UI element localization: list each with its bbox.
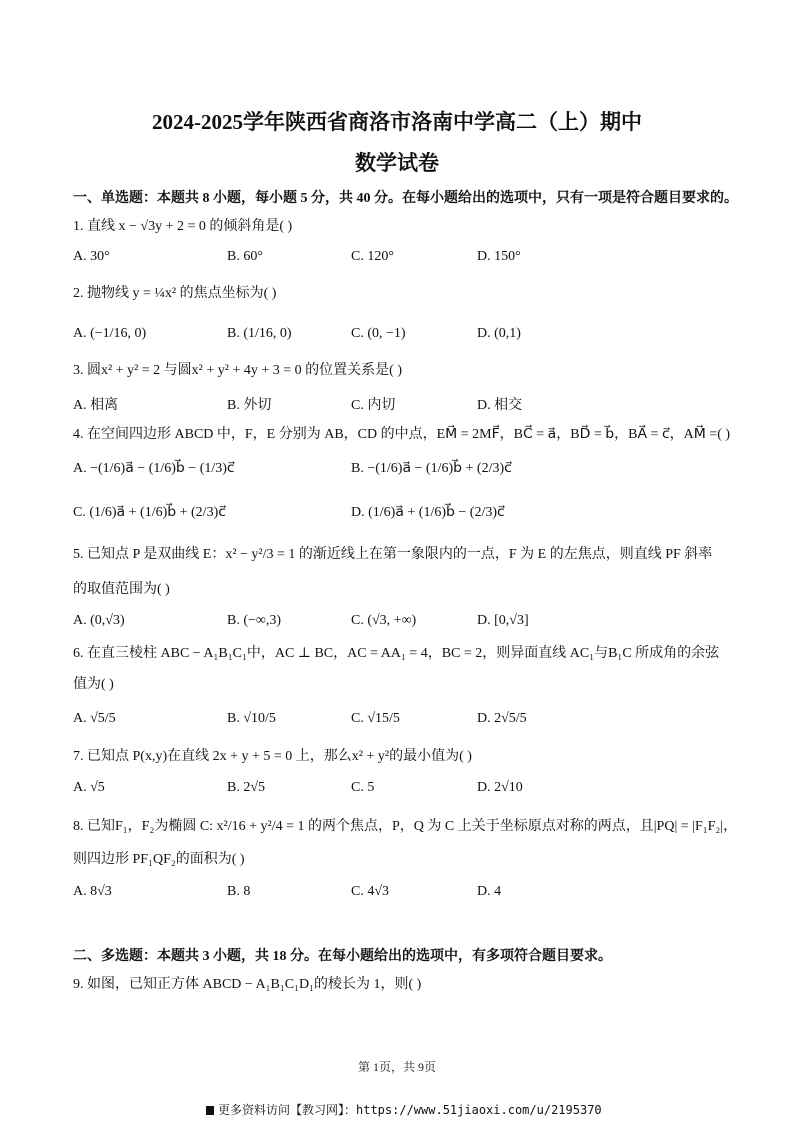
- option-c: C. (0, −1): [351, 326, 406, 341]
- option-d: D. 150°: [477, 249, 521, 264]
- option-a: A. (0,√3): [73, 613, 125, 628]
- exam-title: 2024-2025学年陕西省商洛市洛南中学高二（上）期中: [152, 110, 642, 134]
- footer-ad-link[interactable]: [206, 1101, 602, 1118]
- section-1-heading: 一、单选题：本题共 8 小题，每小题 5 分，共 40 分。在每小题给出的选项中，只有一项是符合题目要求的。: [73, 191, 738, 206]
- option-b: B. −(1/6)a⃗ − (1/6)b⃗ + (2/3)c⃗: [351, 461, 512, 476]
- option-a: A. 相离: [73, 398, 119, 413]
- question-2-stem: 2. 抛物线 y = ¼x² 的焦点坐标为( ): [73, 286, 277, 301]
- question-4-options-cd: [73, 504, 733, 526]
- question-6-stem-line2: 值为( ): [73, 677, 114, 692]
- option-a: A. 8√3: [73, 884, 112, 899]
- question-9-stem: 9. 如图，已知正方体 ABCD − A₁B₁C₁D₁的棱长为 1，则( ): [73, 977, 422, 992]
- option-c: C. 4√3: [351, 884, 390, 899]
- question-8-stem-line1: 8. 已知F₁，F₂为椭圆 C: x²/16 + y²/4 = 1 的两个焦点，P，Q 为 C 上关于坐标原点对称的两点，且|PQ| = |F₁F₂|，: [73, 819, 738, 834]
- option-b: B. 60°: [227, 249, 263, 264]
- option-c: C. 内切: [351, 398, 396, 413]
- question-1-stem: 1. 直线 x − √3y + 2 = 0 的倾斜角是( ): [73, 219, 293, 234]
- option-d: D. 2√10: [477, 780, 523, 795]
- question-8-options: [73, 884, 733, 906]
- option-b: B. (1/16, 0): [227, 326, 292, 341]
- exam-subtitle: 数学试卷: [355, 151, 439, 175]
- option-a: A. (−1/16, 0): [73, 326, 147, 341]
- option-b: B. (−∞,3): [227, 613, 282, 628]
- option-c: C. (1/6)a⃗ + (1/6)b⃗ + (2/3)c⃗: [73, 505, 226, 520]
- question-6-options: [73, 711, 733, 733]
- question-7-options: [73, 780, 733, 802]
- question-8-stem-line2: 则四边形 PF₁QF₂的面积为( ): [73, 852, 245, 867]
- question-7-stem: 7. 已知点 P(x,y)在直线 2x + y + 5 = 0 上，那么x² + y²的最小值为( ): [73, 749, 472, 764]
- option-a: A. √5/5: [73, 711, 116, 726]
- option-d: D. 相交: [477, 398, 523, 413]
- option-b: B. 外切: [227, 398, 272, 413]
- option-d: D. [0,√3]: [477, 613, 529, 628]
- question-1-options: [73, 249, 733, 271]
- question-5-stem-line2: 的取值范围为( ): [73, 582, 170, 597]
- option-c: C. 5: [351, 780, 375, 795]
- option-b: B. 2√5: [227, 780, 266, 795]
- flag-icon: [206, 1106, 214, 1115]
- page-number: 第 1页，共 9页: [357, 1060, 436, 1074]
- question-3-stem: 3. 圆x² + y² = 2 与圆x² + y² + 4y + 3 = 0 的位置关系是( ): [73, 363, 402, 378]
- option-d: D. 2√5/5: [477, 711, 527, 726]
- option-a: A. 30°: [73, 249, 110, 264]
- question-5-stem-line1: 5. 已知点 P 是双曲线 E：x² − y²/3 = 1 的渐近线上在第一象限内的一点，F 为 E 的左焦点，则直线 PF 斜率: [73, 547, 713, 562]
- question-4-stem: 4. 在空间四边形 ABCD 中，F，E 分别为 AB，CD 的中点，EM⃗ = 2MF⃗，BC⃗ = a⃗，BD⃗ = b⃗，BA⃗ = c⃗，AM⃗ =( ): [73, 427, 731, 442]
- question-2-options: [73, 326, 733, 348]
- footer-ad-text: 更多资料访问【教习网】：https://www.51jiaoxi.com/u/2195370: [218, 1103, 602, 1117]
- question-5-options: [73, 613, 733, 635]
- option-b: B. √10/5: [227, 711, 276, 726]
- question-6-stem-line1: 6. 在直三棱柱 ABC − A₁B₁C₁中，AC ⊥ BC，AC = AA₁ = 4，BC = 2，则异面直线 AC₁与B₁C 所成角的余弦: [73, 646, 720, 661]
- option-c: C. (√3, +∞): [351, 613, 417, 628]
- option-c: C. √15/5: [351, 711, 400, 726]
- option-d: D. (0,1): [477, 326, 521, 341]
- option-a: A. −(1/6)a⃗ − (1/6)b⃗ − (1/3)c⃗: [73, 461, 235, 476]
- question-4-options-ab: [73, 460, 733, 482]
- question-3-options: [73, 394, 733, 416]
- section-2-heading: 二、多选题：本题共 3 小题，共 18 分。在每小题给出的选项中，有多项符合题目要求。: [73, 949, 612, 964]
- option-b: B. 8: [227, 884, 251, 899]
- option-a: A. √5: [73, 780, 105, 795]
- option-d: D. (1/6)a⃗ + (1/6)b⃗ − (2/3)c⃗: [351, 505, 505, 520]
- option-c: C. 120°: [351, 249, 394, 264]
- option-d: D. 4: [477, 884, 502, 899]
